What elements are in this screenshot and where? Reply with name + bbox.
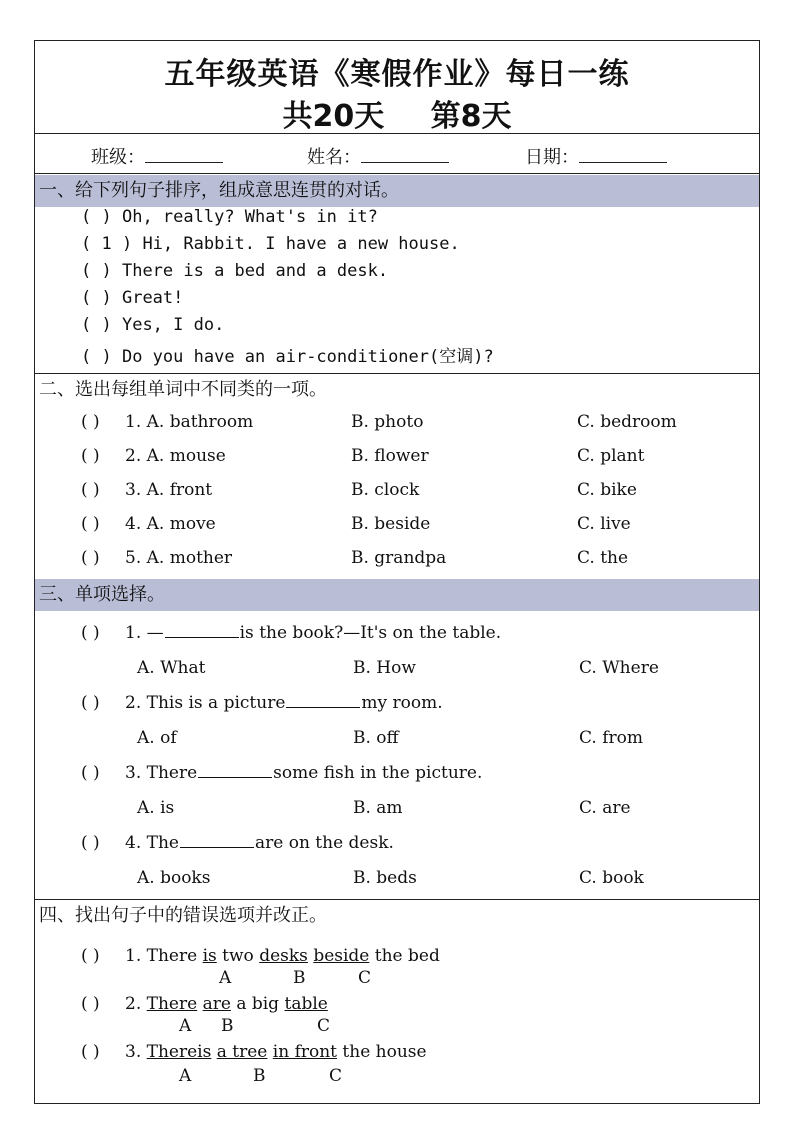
date-label: 日期： <box>525 147 579 168</box>
option-letter-c: C <box>329 1066 343 1086</box>
option-b: B. am <box>353 798 403 818</box>
question-stem: 1. There is two desks beside the bed <box>125 946 440 966</box>
section-1 <box>35 175 759 373</box>
answer-blank[interactable] <box>180 833 254 848</box>
option-letter-a: A <box>179 1066 192 1086</box>
option-a: A. is <box>137 798 175 818</box>
option-b: B. photo <box>351 412 424 432</box>
error-option-a: is <box>202 946 217 966</box>
section-1-heading: 一、给下列句子排序，组成意思连贯的对话。 <box>35 175 759 207</box>
section-3-heading: 三、单项选择。 <box>35 579 759 611</box>
error-option-b: are <box>202 994 231 1014</box>
option-b: B. grandpa <box>351 548 447 568</box>
error-option-b: a tree <box>216 1042 268 1062</box>
answer-blank[interactable] <box>286 693 360 708</box>
option-letter-b: B <box>221 1016 234 1036</box>
option-b: B. How <box>353 658 416 678</box>
answer-blank[interactable] <box>165 623 239 638</box>
error-option-a: There <box>146 994 198 1014</box>
error-option-a: Thereis <box>146 1042 212 1062</box>
option-a: 2. A. mouse <box>125 446 226 466</box>
answer-paren[interactable]: ( ) <box>81 946 100 966</box>
name-label: 姓名： <box>307 147 361 168</box>
answer-paren[interactable]: ( ) <box>81 1042 100 1062</box>
question-stem: 3. Thereis a tree in front the house <box>125 1042 427 1062</box>
option-a: A. of <box>137 728 177 748</box>
answer-paren[interactable]: ( ) <box>81 446 100 466</box>
option-a: A. books <box>137 868 211 888</box>
name-blank[interactable] <box>361 146 449 163</box>
answer-blank[interactable] <box>198 763 272 778</box>
page-subtitle <box>35 91 759 135</box>
error-option-c: beside <box>313 946 370 966</box>
class-blank[interactable] <box>145 146 223 163</box>
option-c: C. live <box>577 514 631 534</box>
option-letter-b: B <box>253 1066 266 1086</box>
name-field <box>307 143 449 169</box>
option-letter-c: C <box>317 1016 331 1036</box>
question-stem: 4. The are on the desk. <box>125 833 394 853</box>
answer-paren[interactable]: ( ) <box>81 514 100 534</box>
option-c: C. bike <box>577 480 637 500</box>
error-option-b: desks <box>259 946 308 966</box>
option-c: C. the <box>577 548 629 568</box>
option-letter-a: A <box>219 968 232 988</box>
section-4-heading: 四、找出句子中的错误选项并改正。 <box>39 905 327 926</box>
section-2-heading: 二、选出每组单词中不同类的一项。 <box>39 379 327 400</box>
date-blank[interactable] <box>579 146 667 163</box>
error-option-c: in front <box>272 1042 338 1062</box>
option-a: 5. A. mother <box>125 548 233 568</box>
current-day: 第8天 <box>430 99 512 134</box>
list-item: ( ) Yes, I do. <box>81 315 225 335</box>
class-label: 班级： <box>91 147 145 168</box>
option-c: C. book <box>579 868 644 888</box>
list-item: ( ) There is a bed and a desk. <box>81 261 389 281</box>
option-a: 1. A. bathroom <box>125 412 254 432</box>
option-letter-c: C <box>358 968 372 988</box>
question-stem: 1. — is the book?—It's on the table. <box>125 623 502 643</box>
answer-paren[interactable]: ( ) <box>81 693 100 713</box>
option-c: C. bedroom <box>577 412 677 432</box>
option-b: B. off <box>353 728 399 748</box>
list-item: ( 1 ) Hi, Rabbit. I have a new house. <box>81 234 460 254</box>
option-b: B. flower <box>351 446 429 466</box>
title-box <box>35 41 759 134</box>
option-a: 3. A. front <box>125 480 213 500</box>
option-b: B. clock <box>351 480 420 500</box>
option-c: C. from <box>579 728 643 748</box>
section-3 <box>35 579 759 899</box>
question-stem: 2. This is a picture my room. <box>125 693 443 713</box>
total-days: 共20天 <box>282 99 385 134</box>
list-item: ( ) Oh, really? What's in it? <box>81 207 378 227</box>
answer-paren[interactable]: ( ) <box>81 548 100 568</box>
list-item: ( ) Great! <box>81 288 184 308</box>
answer-paren[interactable]: ( ) <box>81 763 100 783</box>
option-a: 4. A. move <box>125 514 216 534</box>
question-stem: 3. There some fish in the picture. <box>125 763 483 783</box>
question-stem: 2. There are a big table <box>125 994 328 1014</box>
option-a: A. What <box>137 658 206 678</box>
option-c: C. plant <box>577 446 645 466</box>
answer-paren[interactable]: ( ) <box>81 994 100 1014</box>
option-letter-b: B <box>293 968 306 988</box>
section-4 <box>35 899 759 1103</box>
option-b: B. beds <box>353 868 417 888</box>
answer-paren[interactable]: ( ) <box>81 623 100 643</box>
error-option-c: table <box>284 994 328 1014</box>
info-row <box>35 133 759 174</box>
option-c: C. are <box>579 798 631 818</box>
answer-paren[interactable]: ( ) <box>81 412 100 432</box>
option-b: B. beside <box>351 514 431 534</box>
class-field <box>91 143 223 169</box>
answer-paren[interactable]: ( ) <box>81 480 100 500</box>
page-title: 五年级英语《寒假作业》每日一练 <box>164 57 630 92</box>
date-field <box>525 143 667 169</box>
option-letter-a: A <box>179 1016 192 1036</box>
list-item: ( ) Do you have an air-conditioner(空调)? <box>81 347 494 367</box>
option-c: C. Where <box>579 658 659 678</box>
section-2 <box>35 373 759 579</box>
answer-paren[interactable]: ( ) <box>81 833 100 853</box>
worksheet <box>34 40 760 1104</box>
